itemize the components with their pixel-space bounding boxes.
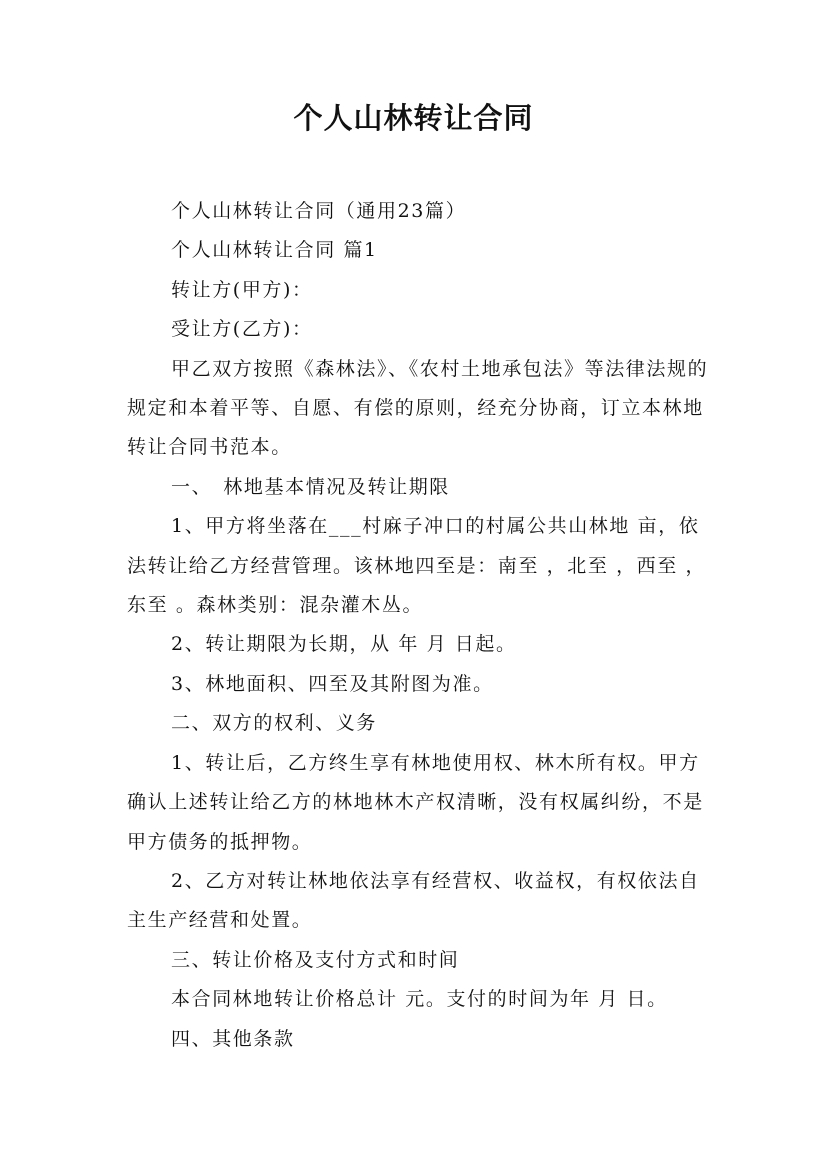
paragraph-section-heading: 个人山林转让合同 篇1	[171, 239, 378, 262]
paragraph-subtitle: 个人山林转让合同（通用23篇）	[171, 200, 467, 222]
paragraph-heading-2: 二、双方的权利、义务	[171, 712, 378, 735]
document-body	[127, 192, 717, 1059]
paragraph-party-b: 受让方(乙方)：	[171, 318, 313, 341]
paragraph-clause-1-2: 2、转让期限为长期，从 年 月 日起。	[171, 633, 517, 656]
paragraph-clause-2-1: 1、转让后，乙方终生享有林地使用权、林木所有权。甲方确认上述转让给乙方的林地林木产权清晰，没有权属纠纷，不是甲方债务的抵押物。	[127, 751, 704, 853]
paragraph-party-a: 转让方(甲方)：	[171, 278, 313, 301]
paragraph-clause-1-3: 3、林地面积、四至及其附图为准。	[171, 672, 494, 695]
paragraph-clause-3-1: 本合同林地转让价格总计 元。支付的时间为年 月 日。	[171, 988, 668, 1011]
paragraph-clause-1-1: 1、甲方将坐落在___村麻子冲口的村属公共山林地 亩，依法转让给乙方经营管理。该林地四至是：南至 ，北至 ，西至 ，东至 。森林类别：混杂灌木丛。	[127, 515, 707, 617]
paragraph-heading-1: 一、 林地基本情况及转让期限	[171, 475, 450, 498]
paragraph-preamble: 甲乙双方按照《森林法》、《农村土地承包法》等法律法规的规定和本着平等、自愿、有偿的原则，经充分协商，订立本林地转让合同书范本。	[127, 357, 709, 459]
paragraph-heading-3: 三、转让价格及支付方式和时间	[171, 948, 460, 971]
paragraph-heading-4: 四、其他条款	[171, 1027, 295, 1050]
document-title: 个人山林转让合同	[293, 101, 534, 135]
paragraph-clause-2-2: 2、乙方对转让林地依法享有经营权、收益权，有权依法自主生产经营和处置。	[127, 869, 700, 932]
